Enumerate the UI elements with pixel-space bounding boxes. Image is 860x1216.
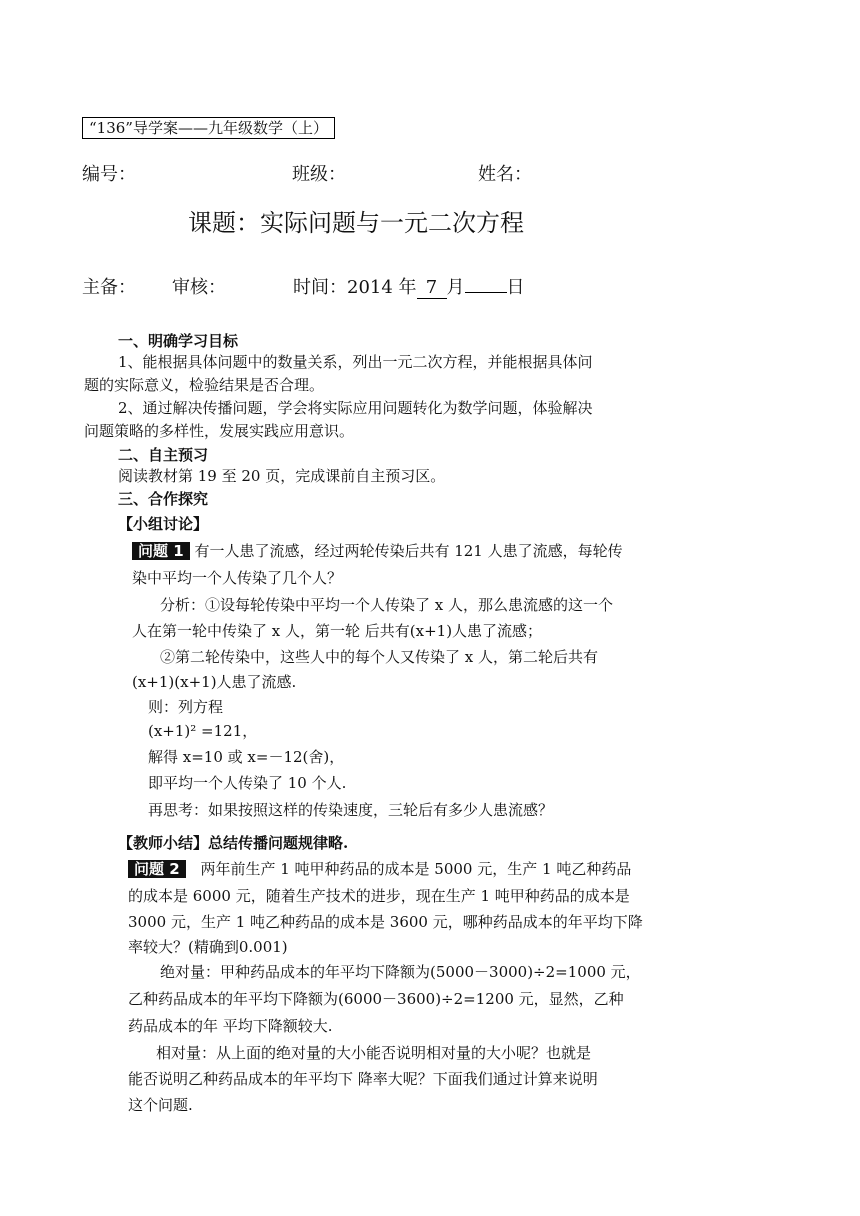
equation-intro: 则：列方程 [148,698,224,716]
goal-2-line-1: 2、通过解决传播问题，学会将实际应用问题转化为数学问题，体验解决 [118,399,593,417]
problem-2-line-3: 3000 元，生产 1 吨乙种药品的成本是 3600 元，哪种药品成本的年平均下降 [128,913,643,931]
discussion-heading: 【小组讨论】 [118,515,209,533]
month-label: 月 [446,277,465,298]
problem-2-line-4: 率较大？(精确到0.001) [128,938,288,956]
time-label: 时间：2014 年 [293,277,417,298]
problem-2-text: 两年前生产 1 吨甲种药品的成本是 5000 元，生产 1 吨乙种药品 [200,860,632,878]
section-2-title: 二、自主预习 [118,446,209,464]
goal-2-line-2: 问题策略的多样性，发展实践应用意识。 [84,422,355,440]
problem-1-text: 有一人患了流感，经过两轮传染后共有 121 人患了流感，每轮传 [194,542,623,560]
relative-line-3: 这个问题. [128,1096,193,1114]
absolute-line-1: 绝对量：甲种药品成本的年平均下降额为(5000－3000)÷2=1000 元， [160,963,641,981]
problem-1-tag: 问题 1 [132,542,190,560]
month-value: 7 [417,277,447,299]
analysis-line-3: ②第二轮传染中，这些人中的每个人又传染了 x 人，第二轮后共有 [160,648,598,666]
problem-1-line-2: 染中平均一个人传染了几个人？ [132,569,343,587]
relative-line-2: 能否说明乙种药品成本的年平均下 降率大呢？下面我们通过计算来说明 [128,1070,598,1088]
relative-line-1: 相对量：从上面的绝对量的大小能否说明相对量的大小呢？也就是 [156,1044,592,1062]
problem-1-line-1 [132,541,623,561]
teacher-summary: 【教师小结】总结传播问题规律略. [118,834,349,852]
absolute-line-3: 药品成本的年 平均下降额较大. [128,1017,333,1035]
analysis-line-2: 人在第一轮中传染了 x 人，第一轮 后共有(x+1)人患了流感； [132,622,543,640]
section-1-title: 一、明确学习目标 [118,332,239,350]
analysis-line-4: (x+1)(x+1)人患了流感. [132,673,297,691]
problem-2-tag: 问题 2 [128,860,186,878]
goal-1-line-2: 题的实际意义，检验结果是否合理。 [84,376,325,394]
analysis-line-1: 分析：①设每轮传染中平均一个人传染了 x 人，那么患流感的这一个 [160,596,613,614]
reviewer-label: 审核： [172,277,226,298]
date-line [293,273,525,299]
preparer-label: 主备： [82,277,136,298]
day-label: 日 [506,277,525,298]
conclusion: 即平均一个人传染了 10 个人. [148,774,347,792]
equation: (x+1)² =121， [148,722,258,740]
problem-2-line-1 [128,859,631,879]
rethink: 再思考：如果按照这样的传染速度，三轮后有多少人患流感？ [148,801,554,819]
problem-2-line-2: 的成本是 6000 元，随着生产技术的进步，现在生产 1 吨甲种药品的成本是 [128,887,630,905]
number-label: 编号： [82,164,136,185]
solution: 解得 x=10 或 x=－12(舍)， [148,748,345,766]
class-label: 班级： [292,164,346,185]
section-3-title: 三、合作探究 [118,490,209,508]
series-label: “136”导学案——九年级数学（上） [82,117,335,139]
name-label: 姓名： [478,164,532,185]
day-value [465,292,507,293]
page-title: 课题：实际问题与一元二次方程 [188,209,524,237]
goal-1-line-1: 1、能根据具体问题中的数量关系，列出一元二次方程，并能根据具体问 [118,353,593,371]
preview-text: 阅读教材第 19 至 20 页，完成课前自主预习区。 [118,467,446,485]
absolute-line-2: 乙种药品成本的年平均下降额为(6000－3600)÷2=1200 元，显然，乙种 [128,990,624,1008]
